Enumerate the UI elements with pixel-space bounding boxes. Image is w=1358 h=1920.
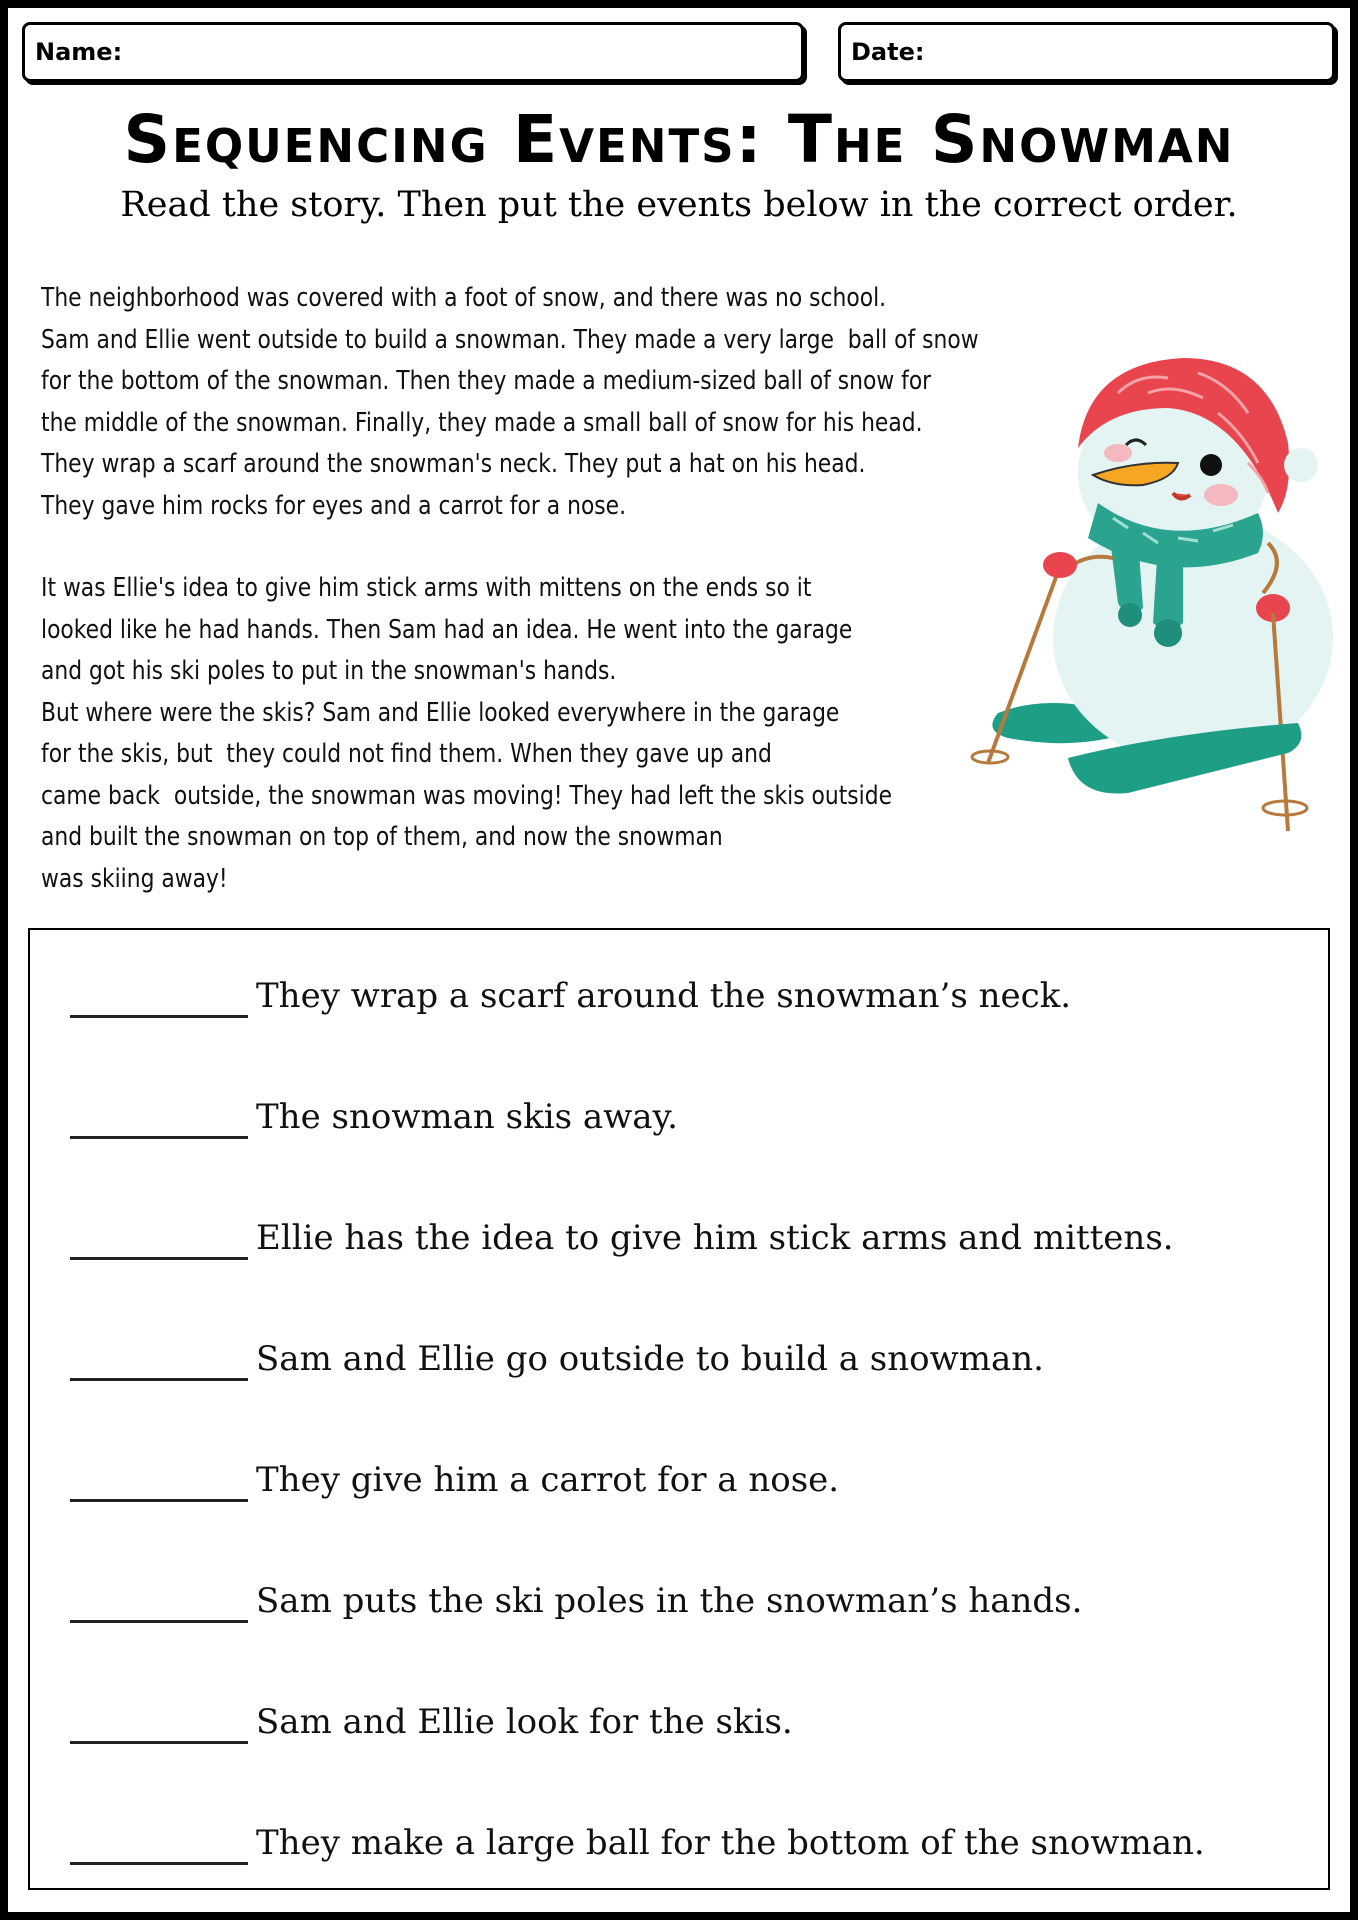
event-item [70,1200,1174,1260]
story-paragraph-1 [41,278,979,527]
worksheet-instructions: Read the story. Then put the events below in the correct order. [120,185,1238,225]
story-line: for the bottom of the snowman. Then they made a medium-sized ball of snow for [41,366,932,396]
event-text: Sam puts the ski poles in the snowman’s hands. [256,1581,1083,1621]
story-line: Sam and Ellie went outside to build a snowman. They made a very large ball of snow [41,324,979,355]
story-line: and built the snowman on top of them, and now the snowman [41,822,723,852]
event-item [70,1321,1044,1381]
events-list [28,928,1330,1890]
event-text: The snowman skis away. [256,1097,678,1137]
story-line: They wrap a scarf around the snowman's neck. They put a hat on his head. [41,449,866,479]
date-label: Date: [851,38,925,66]
skiing-snowman-illustration [968,353,1348,833]
event-item [70,1442,839,1502]
order-blank[interactable] [70,1701,248,1744]
story-line: came back outside, the snowman was moving! They had left the skis outside [41,780,893,811]
event-item [70,1079,678,1139]
story-line: the middle of the snowman. Finally, they made a small ball of snow for his head. [41,407,923,438]
story-line: and got his ski poles to put in the snowman's hands. [41,656,617,686]
date-field[interactable] [838,22,1335,82]
worksheet-page [8,8,1350,1912]
order-blank[interactable] [70,975,248,1018]
event-text: They make a large ball for the bottom of the snowman. [256,1823,1205,1863]
story-paragraph-2 [41,568,893,900]
worksheet-title: Sequencing Events: The Snowman [123,101,1235,178]
event-item [70,958,1071,1018]
order-blank[interactable] [70,1338,248,1381]
name-field[interactable] [22,22,804,82]
event-text: Sam and Ellie go outside to build a snowman. [256,1339,1044,1379]
order-blank[interactable] [70,1096,248,1139]
event-text: They wrap a scarf around the snowman’s neck. [256,976,1072,1016]
story-line: was skiing away! [41,863,228,894]
order-blank[interactable] [70,1217,248,1260]
name-label: Name: [35,38,123,66]
event-item [70,1684,793,1744]
story-line: They gave him rocks for eyes and a carrot for a nose. [41,490,627,521]
story-line: The neighborhood was covered with a foot of snow, and there was no school. [41,283,887,313]
event-text: They give him a carrot for a nose. [256,1460,840,1500]
event-text: Sam and Ellie look for the skis. [256,1702,793,1742]
event-item [70,1805,1205,1865]
story-line: It was Ellie's idea to give him stick arms with mittens on the ends so it [41,573,812,603]
order-blank[interactable] [70,1822,248,1865]
order-blank[interactable] [70,1580,248,1623]
event-text: Ellie has the idea to give him stick arms and mittens. [256,1218,1174,1258]
story-line: looked like he had hands. Then Sam had an idea. He went into the garage [41,614,853,645]
story-line: But where were the skis? Sam and Ellie looked everywhere in the garage [41,697,840,728]
story-line: for the skis, but they could not find them. When they gave up and [41,739,772,769]
event-item [70,1563,1082,1623]
story-text [41,278,979,900]
order-blank[interactable] [70,1459,248,1502]
